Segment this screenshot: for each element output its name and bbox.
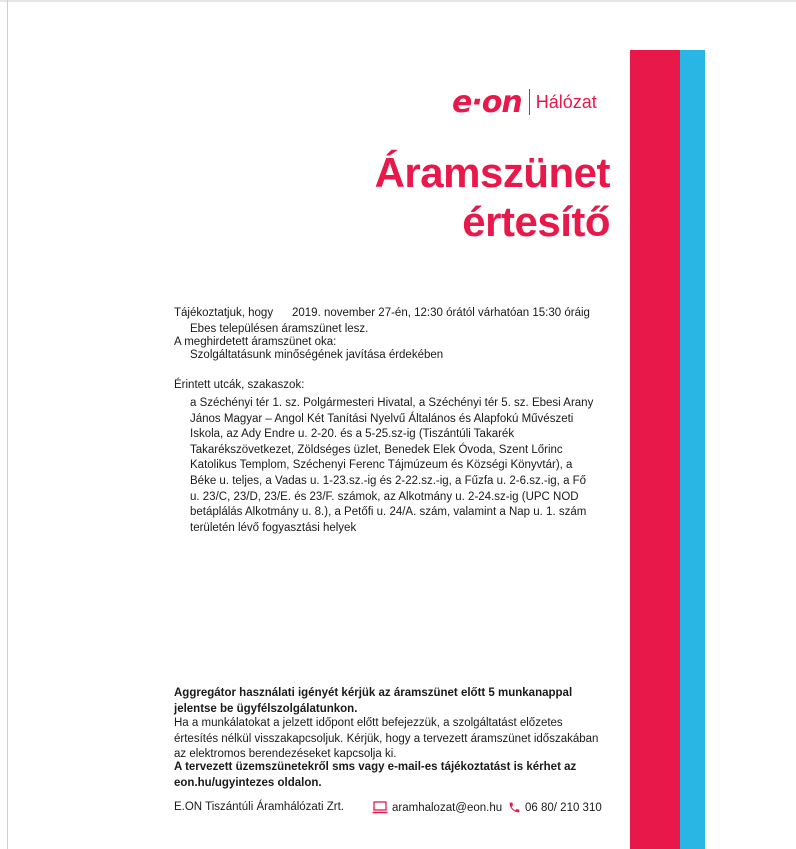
reason-label: A meghirdetett áramszünet oka: (174, 336, 337, 348)
reason-value: Szolgáltatásunk minőségének javítása érdekében (190, 349, 444, 361)
page-edge-top (0, 0, 796, 2)
sms-notice: A tervezett üzemszünetekről sms vagy e-mail-es tájékoztatást is kérhet az eon.hu/ugyintezes oldalon. (174, 761, 577, 789)
brand-stripe-blue (680, 50, 705, 849)
page-title (375, 148, 610, 246)
streets-list: a Széchényi tér 1. sz. Polgármesteri Hivatal, a Széchényi tér 5. sz. Ebesi Arany János Magyar – Angol Két Tanítási Nyelvű Általános és Alapfokú Művészeti Iskola, az Ady Endre u. 2-20. és a 5-25.sz-ig (Tiszántúli Takarék Takarékszövetkezet, Zöldséges üzlet, Benedek Elek Óvoda, Szent Lőrinc Katolikus Templom, Széchenyi Ferenc Tájmúzeum és Községi Könyvtár), a Béke u. teljes, a Vadas u. 1-23.sz.-ig és 2-22.sz.-ig, a Fűzfa u. 2-6.sz.-ig, a Fő u. 23/C, 23/D, 23/E. és 23/F. számok, az Alkotmány u. 2-24.sz-ig (UPC NOD betáplálás Alkotmány u. 8.), a Petőfi u. 24/A. szám, valamint a Nap u. 1. szám területén lévő fogyasztási helyek (190, 397, 594, 534)
intro-label: Tájékoztatjuk, hogy (174, 307, 274, 319)
streets-label: Érintett utcák, szakaszok: (174, 379, 305, 391)
aggregator-notice: Aggregátor használati igényét kérjük az áramszünet előtt 5 munkanappal jelentse be ügyfélszolgálatunkon. (174, 687, 573, 715)
title-line-2: értesítő (462, 198, 610, 245)
laptop-icon (372, 801, 388, 814)
logo-division: Hálózat (535, 91, 597, 112)
eon-logo (452, 86, 597, 118)
page-edge-left (7, 0, 8, 849)
footer-email-text: aramhalozat@eon.hu (392, 801, 503, 814)
footer-email (372, 801, 502, 814)
outage-datetime: 2019. november 27-én, 12:30 órától várhatóan 15:30 óráig (292, 307, 590, 319)
logo-separator (529, 89, 530, 115)
footer-phone (508, 801, 602, 814)
phone-icon (508, 801, 521, 814)
logo-brand: e·on (452, 84, 522, 120)
brand-stripe-red (630, 50, 680, 849)
outage-location: Ebes településen áramszünet lesz. (190, 323, 369, 335)
early-finish-notice: Ha a munkálatokat a jelzett időpont előtt befejezzük, a szolgáltatást előzetes értesítés nélkül visszakapcsoljuk. Kérjük, hogy a tervezett áramszünet időszakában az elektromos berendezéseket kapcsolja ki. (174, 717, 599, 761)
footer-company: E.ON Tiszántúli Áramhálózati Zrt. (174, 801, 344, 813)
footer-phone-text: 06 80/ 210 310 (525, 801, 602, 814)
title-line-1: Áramszünet (374, 149, 610, 196)
